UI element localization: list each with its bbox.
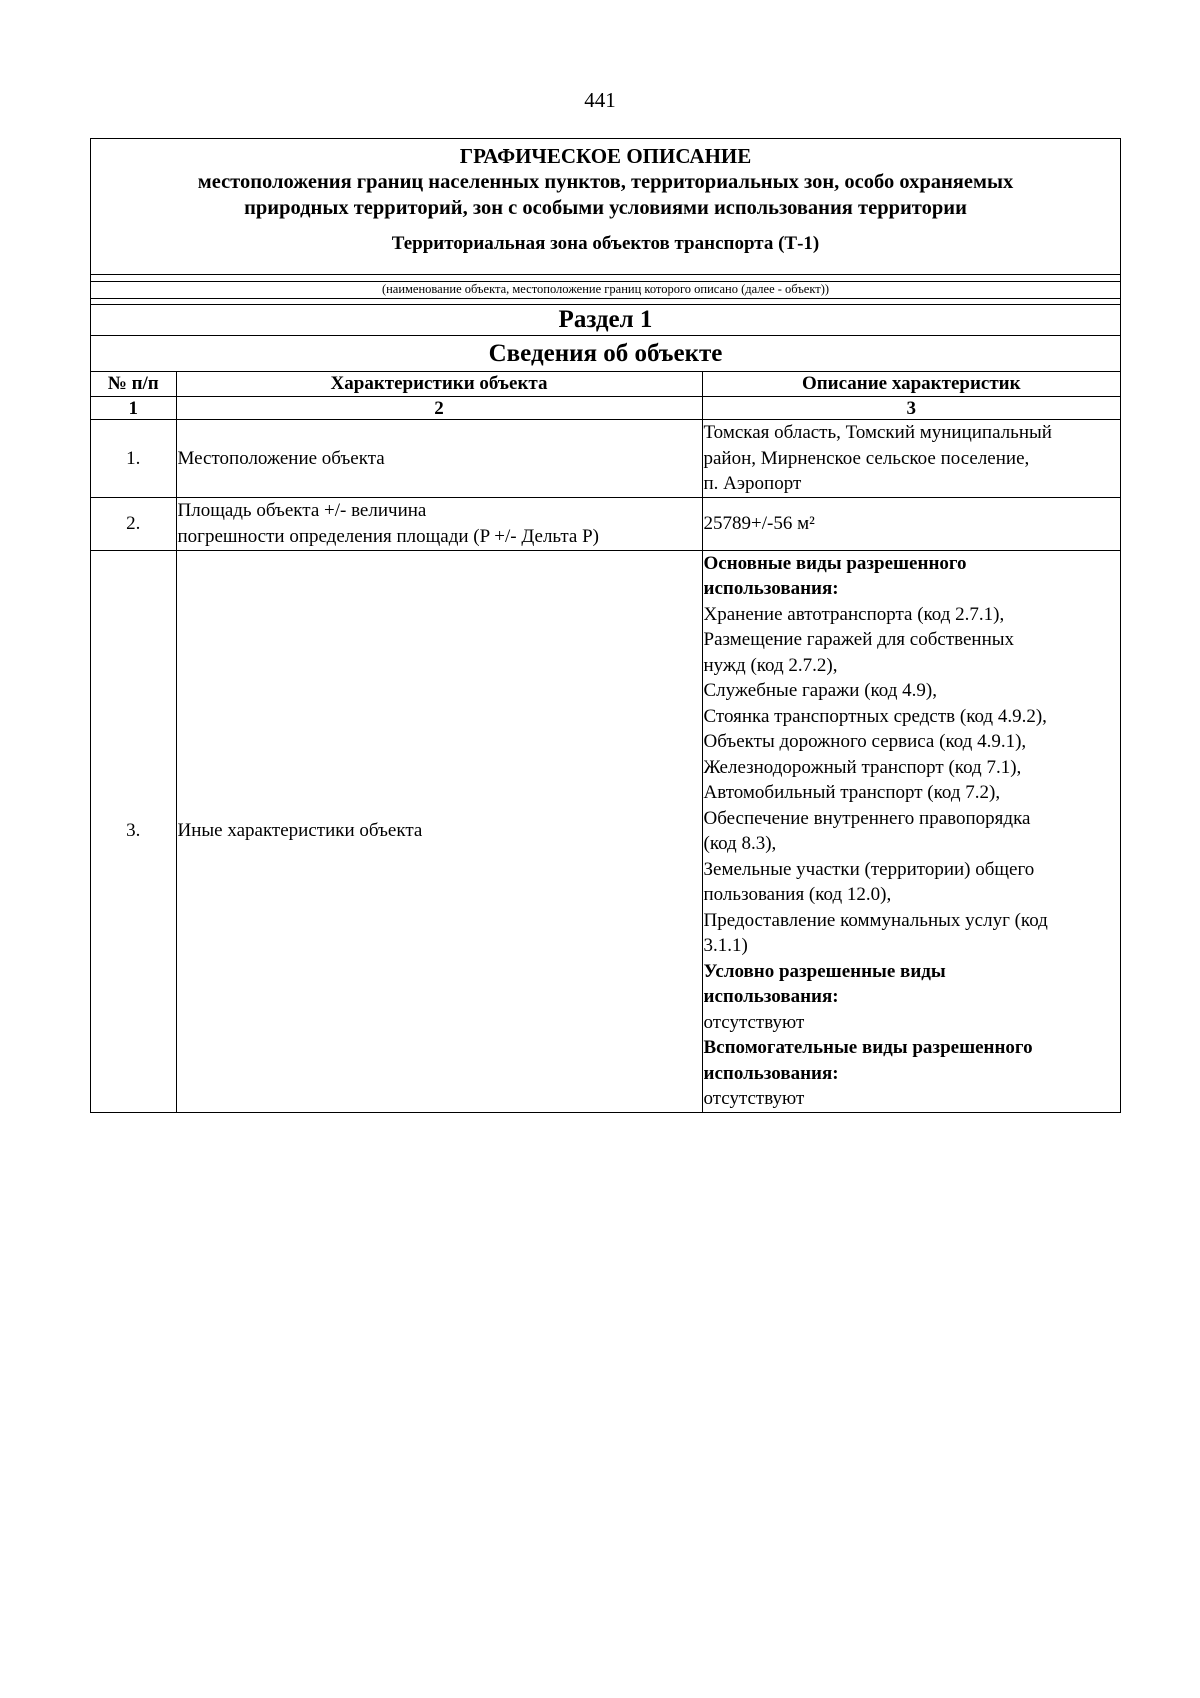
description-line: Основные виды разрешенного [703,552,967,574]
column-header-description: Описание характеристик [702,372,1120,397]
description-line: Условно разрешенные виды [703,960,946,982]
description-line: Хранение автотранспорта (код 2.7.1), [703,603,1005,625]
page-number: 441 [584,88,616,112]
spacer-row [91,275,1120,282]
row-description [702,420,1120,498]
zone-name: Территориальная зона объектов транспорта (Т-1) [391,233,820,254]
description-line: использования: [703,986,839,1007]
description-line: отсутствуют [703,1011,805,1033]
section-subtitle: Сведения об объекте [91,336,1120,372]
column-number-row [91,397,1120,420]
characteristic-line: Площадь объекта +/- величина [177,500,427,521]
description-line: использования: [703,1062,839,1084]
table-header-row [91,372,1120,397]
column-number: 2 [176,397,702,420]
column-number: 3 [702,397,1120,420]
description-line: нужд (код 2.7.2), [703,654,838,676]
column-header-number: № п/п [91,372,176,397]
description-line: Обеспечение внутреннего правопорядка [703,807,1031,829]
description-line: отсутствуют [703,1088,805,1109]
column-header-characteristic: Характеристики объекта [176,372,702,397]
row-characteristic: Иные характеристики объекта [176,550,702,1112]
description-line: Земельные участки (территории) общего [703,858,1035,880]
description-line: Размещение гаражей для собственных [703,629,1015,650]
table-row [91,497,1120,550]
row-description [702,550,1120,1112]
description-line: Железнодорожный транспорт (код 7.1), [703,756,1022,778]
description-line: Вспомогательные виды разрешенного [703,1037,1033,1058]
characteristic-line: погрешности определения площади (P +/- Дельта P) [177,525,599,547]
row-characteristic: Местоположение объекта [176,420,702,498]
table-row [91,550,1120,1112]
object-caption: (наименование объекта, местоположение границ которого описано (далее - объект)) [91,282,1120,299]
form-header [91,139,1120,275]
row-characteristic [176,497,702,550]
description-line: Служебные гаражи (код 4.9), [703,680,937,701]
row-number: 2. [91,497,176,550]
description-line: Стоянка транспортных средств (код 4.9.2), [703,705,1047,727]
description-line: использования: [703,578,839,599]
description-line: пользования (код 12.0), [703,884,892,905]
form-subtitle-line-2: природных территорий, зон с особыми условиями использования территории [244,197,967,219]
section-title: Раздел 1 [91,305,1120,336]
description-line: (код 8.3), [703,833,777,854]
form-title: ГРАФИЧЕСКОЕ ОПИСАНИЕ [459,144,752,168]
description-line: район, Мирненское сельское поселение, [703,447,1030,469]
description-line: Объекты дорожного сервиса (код 4.9.1), [703,731,1027,752]
graphic-description-form [90,138,1121,1113]
description-line: 3.1.1) [703,935,748,956]
row-number: 1. [91,420,176,498]
description-line: Томская область, Томский муниципальный [703,422,1052,443]
description-line: Предоставление коммунальных услуг (код [703,909,1048,931]
form-subtitle-line-1: местоположения границ населенных пунктов, территориальных зон, особо охраняемых [197,171,1014,193]
description-line: Автомобильный транспорт (код 7.2), [703,782,1001,803]
row-description: 25789+/-56 м² [702,497,1120,550]
table-row [91,420,1120,498]
object-info-table [91,372,1120,1112]
column-number: 1 [91,397,176,420]
description-line: п. Аэропорт [703,473,802,494]
row-number: 3. [126,820,141,842]
